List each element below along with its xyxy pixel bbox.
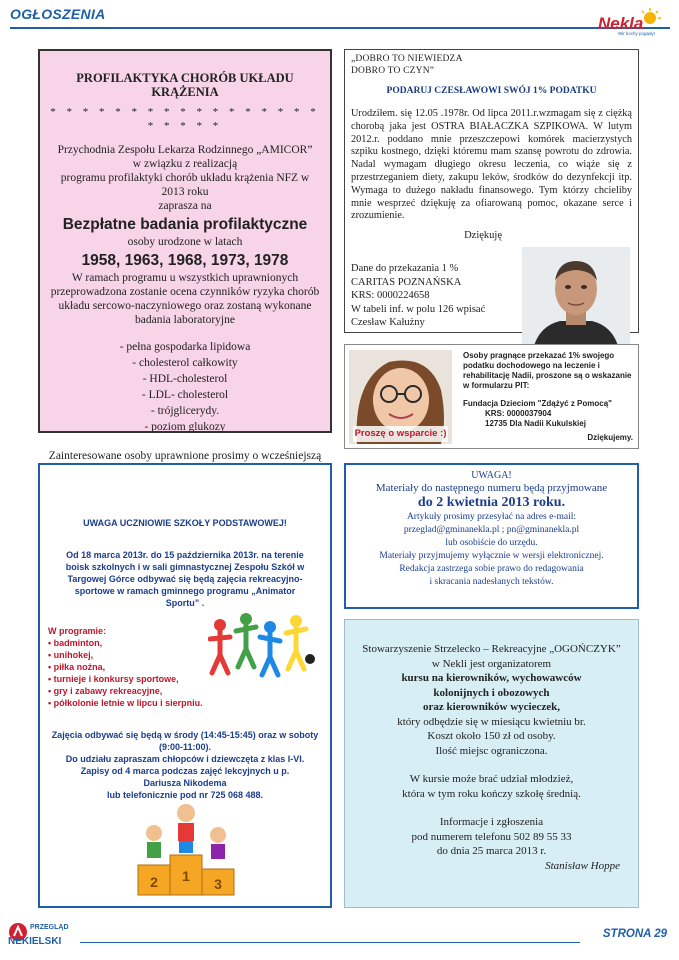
course-signature: Stanisław Hoppe: [545, 859, 620, 872]
course-line1: Stowarzyszenie Strzelecko – Rekreacyjne „OGOŃCZYK”: [362, 643, 621, 655]
kids-silhouettes: [208, 611, 318, 687]
list-item: - cholesterol całkowity: [132, 357, 238, 369]
list-item: • badminton,: [48, 638, 103, 648]
course-line5: Ilość miejsc ograniczona.: [435, 744, 548, 757]
cardio-program-text: W ramach programu u wszystkich uprawnionych przeprowadzona zostanie ocena czynników ryzyka chorób układu sercowo-naczyniowego oraz zostaną wykonane badania laboratoryjne: [50, 272, 320, 326]
school-p1: Od 18 marca 2013r. do 15 października 2013r. na terenie boisk szkolnych i w sali gimnastycznej Zespołu Szkół w Targowej Górce odbywać się będą zajęcia rekreacyjno-sportowe w ramach gminnego programu „Animator Sportu” .: [65, 550, 305, 608]
notice-emails: przeglad@gminanekla.pl ; pn@gminanekla.pl: [403, 525, 580, 535]
course-line10: do dnia 25 marca 2013 r.: [436, 845, 547, 857]
section-title: OGŁOSZENIA: [10, 6, 106, 22]
nadia-krs: KRS: 0000037904: [485, 409, 552, 418]
course-bold2: kolonijnych i obozowych: [433, 686, 550, 699]
course-line8: Informacje i zgłoszenia: [439, 816, 544, 828]
school-p3: Do udziału zapraszam chłopców i dziewczęta z klas I-VI.: [65, 754, 305, 764]
cardio-headline: Bezpłatne badania profilaktyczne: [62, 216, 308, 233]
notice-line5: Redakcja zastrzega sobie prawo do redagowania: [399, 564, 584, 574]
course-bold3: oraz kierowników wycieczek,: [423, 701, 560, 713]
cardio-title: PROFILAKTYKA CHORÓB UKŁADU KRĄŻENIA: [76, 71, 294, 99]
course-line2: w Nekli jest organizatorem: [431, 657, 552, 670]
list-item: • unihokej,: [48, 650, 94, 660]
cardio-closing: Zainteresowane osoby uprawnione prosimy o wcześniejszą: [48, 450, 322, 462]
school-program-label: W programie:: [48, 626, 107, 636]
notice-date: do 2 kwietnia 2013 roku.: [417, 495, 566, 510]
quote-line-1: „DOBRO TO NIEWIEDZA: [351, 54, 463, 64]
notice-line3: lub osobiście do urzędu.: [445, 538, 538, 548]
man-photo: [522, 247, 630, 355]
cardio-intro-1: Przychodnia Zespołu Lekarza Rodzinnego „AMICOR”: [57, 144, 313, 156]
donation-thanks: Dziękuję: [464, 230, 502, 242]
list-item: • turnieje i konkursy sportowe,: [48, 674, 179, 684]
donation-ad: [344, 49, 639, 333]
course-line6: W kursie może brać udział młodzież,: [409, 773, 574, 785]
school-p5: lub telefonicznie pod nr 725 068 488.: [106, 790, 264, 800]
list-item: • półkolonie letnie w lipcu i sierpniu.: [48, 698, 203, 708]
nadia-text: [463, 351, 633, 443]
notice-ad: [344, 463, 639, 609]
logo-wordmark: Nekla: [598, 14, 644, 33]
course-ad: [344, 619, 639, 908]
notice-line4: Materiały przyjmujemy wyłącznie w wersji elektronicznej.: [379, 551, 604, 561]
notice-line1: Materiały do następnego numeru będą przyjmowane: [375, 482, 608, 494]
donation-data-line: KRS: 0000224658: [351, 290, 430, 302]
cardio-ad: [38, 49, 332, 462]
cardio-intro-2: w związku z realizacją: [132, 158, 238, 170]
school-ad: [38, 463, 332, 908]
list-item: - poziom glukozy: [144, 421, 226, 433]
course-line9: pod numerem telefonu 502 89 55 33: [411, 830, 572, 843]
list-item: • piłka nożna,: [48, 662, 106, 672]
nadia-text-1: Osoby pragnące przekazać 1% swojego podatku dochodowego na leczenie i rehabilitację Nadii, proszone są o wskazanie w formularzu PIT:: [463, 351, 632, 390]
nekla-logo: [578, 8, 670, 38]
nadia-ad: [344, 344, 639, 449]
course-line3: który odbędzie się w miesiącu kwietniu br.: [397, 715, 586, 728]
svg-text:3: 3: [214, 876, 222, 892]
cardio-intro-4: zaprasza na: [158, 200, 212, 212]
svg-text:1: 1: [182, 868, 190, 884]
course-line7: która w tym roku kończy szkołę średnią.: [402, 787, 581, 800]
donation-body: Urodziłem. się 12.05 .1978r. Od lipca 2011.r.wzmagam się z ciężką chorobą jaka jest OSTRA BIAŁACZKA SZPIKOWA. W lutym 2012.r. poddano mnie przeszczepowi komórek macierzystych szpiku kostnego, dzięki któremu mam szansę powrotu do zdrowia. Nadal wymagam długiego okresu leczenia, co wiąże się z przestrzeganiem diety, zakupu leków, środków do dezynfekcji itp. Wymaga to dużego nakładu finansowego. Tym którzy chcieliby mnie wesprzeć dziękuję za ofiarowaną pomoc, okazane serce i zrozumienie.: [351, 108, 632, 222]
list-item: - HDL-cholesterol: [142, 373, 228, 385]
list-item: - pełna gospodarka lipidowa: [119, 341, 251, 353]
podium-illustration: [136, 799, 236, 897]
logo-tagline: Wir kochy pogady!: [618, 31, 656, 36]
quote-line-2: DOBRO TO CZYN”: [351, 66, 435, 76]
list-item: - trójglicerydy.: [150, 405, 220, 417]
notice-title: UWAGA!: [471, 470, 512, 481]
girl-photo: [349, 350, 452, 444]
przeglad-logo: [8, 922, 74, 956]
notice-line2: Artykuły prosimy przesyłać na adres e-mail:: [406, 512, 577, 522]
notice-line6: i skracania nadesłanych tekstów.: [429, 577, 554, 587]
donation-data-line: W tabeli inf. w polu 126 wpisać: [351, 303, 486, 315]
cardio-audience: osoby urodzone w latach: [127, 236, 243, 248]
stars-divider: * * * * * * * * * * * * * * * * * * * * * *: [50, 106, 320, 132]
logo-line2: NEKIELSKI: [8, 936, 62, 947]
header-divider: [10, 27, 670, 29]
school-p2: Zajęcia odbywać się będą w środy (14:45-15:45) oraz w soboty (9:00-11:00).: [51, 730, 319, 752]
nadia-photo-caption: Proszę o wsparcie :): [354, 428, 447, 439]
school-title: UWAGA UCZNIOWIE SZKOŁY PODSTAWOWEJ!: [83, 518, 287, 528]
donation-data-line: Dane do przekazania 1 %: [351, 263, 459, 275]
cardio-tests-list: [48, 339, 322, 435]
nadia-foundation: Fundacja Dzieciom "Zdążyć z Pomocą": [463, 399, 612, 408]
donation-data-line: CARITAS POZNAŃSKA: [351, 276, 462, 288]
logo-line1: PRZEGLĄD: [30, 924, 69, 931]
school-p4: Zapisy od 4 marca podczas zajęć lekcyjnych u p. Dariusza Nikodema: [80, 766, 290, 788]
donation-title: PODARUJ CZESŁAWOWI SWÓJ 1% PODATKU: [386, 86, 597, 96]
footer-divider: [80, 942, 580, 943]
cardio-years: 1958, 1963, 1968, 1973, 1978: [81, 252, 289, 269]
cardio-intro-3: programu profilaktyki chorób układu krążenia NFZ w 2013 roku: [60, 172, 310, 198]
course-line4: Koszt około 150 zł od osoby.: [427, 730, 556, 742]
list-item: - LDL- cholesterol: [141, 389, 229, 401]
donation-data-line: Czesław Kałużny: [351, 317, 425, 329]
list-item: • gry i zabawy rekreacyjne,: [48, 686, 163, 696]
nadia-ref: 12735 Dla Nadii Kukulskiej: [485, 419, 586, 428]
svg-text:2: 2: [150, 874, 158, 890]
course-bold1: kursu na kierowników, wychowawców: [401, 672, 582, 684]
nadia-thanks: Dziękujemy.: [587, 433, 633, 442]
page-number: STRONA 29: [602, 928, 667, 940]
